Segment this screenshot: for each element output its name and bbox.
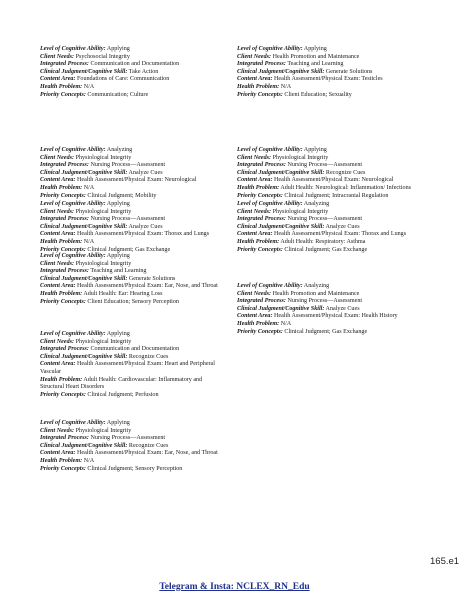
metadata-value: Psychosocial Integrity (75, 53, 130, 60)
metadata-label: Client Needs: (40, 260, 75, 267)
metadata-label: Content Area: (40, 283, 76, 290)
metadata-line (237, 313, 435, 321)
metadata-value: Nursing Process—Assessment (287, 298, 363, 305)
metadata-line (40, 435, 225, 443)
metadata-value: Applying (303, 46, 327, 52)
metadata-line (40, 268, 225, 276)
metadata-value: Nursing Process—Assessment (287, 216, 363, 223)
metadata-value: Health Assessment/Physical Exam: Ear, Nose, and Throat (77, 450, 218, 457)
metadata-line (40, 155, 225, 163)
metadata-line (40, 420, 225, 428)
metadata-line (40, 428, 225, 436)
metadata-line (237, 54, 435, 62)
metadata-label: Health Problem: (237, 83, 280, 90)
metadata-label: Client Needs: (40, 427, 75, 434)
metadata-line (237, 69, 435, 77)
metadata-label: Health Problem: (40, 376, 83, 383)
metadata-value: Health Assessment/Physical Exam: Heart and Peripheral Vascular (40, 361, 215, 375)
metadata-label: Clinical Judgment/Cognitive Skill: (40, 442, 128, 449)
metadata-line (40, 261, 225, 269)
metadata-label: Content Area: (40, 177, 76, 184)
metadata-label: Priority Concepts: (237, 91, 283, 98)
metadata-value: Adult Health: Neurological: Inflammation/ Infections (280, 184, 411, 191)
metadata-value: Communication and Documentation (90, 346, 180, 353)
metadata-value: Adult Health: Respiratory: Asthma (280, 238, 366, 245)
metadata-label: Priority Concepts: (237, 246, 283, 253)
metadata-label: Content Area: (237, 231, 273, 238)
metadata-value: N/A (83, 457, 95, 464)
metadata-block (40, 201, 225, 254)
metadata-line (40, 458, 225, 466)
metadata-line (40, 162, 225, 170)
metadata-line (40, 54, 225, 62)
metadata-line (237, 185, 435, 193)
metadata-value: Health Assessment/Physical Exam: Ear, Nose, and Throat (77, 283, 218, 290)
metadata-label: Clinical Judgment/Cognitive Skill: (237, 223, 325, 230)
metadata-block (237, 201, 435, 254)
metadata-value: Generate Solutions (325, 68, 373, 75)
metadata-value: Health Promotion and Maintenance (272, 53, 360, 60)
metadata-line (237, 147, 435, 155)
metadata-line (40, 361, 225, 376)
metadata-value: Recognize Cues (128, 442, 169, 449)
metadata-value: Health Promotion and Maintenance (272, 290, 360, 297)
metadata-label: Priority Concepts: (40, 91, 86, 98)
metadata-block (237, 283, 435, 336)
metadata-value: Applying (106, 201, 130, 207)
metadata-line (237, 193, 435, 201)
metadata-value: Take Action (128, 68, 159, 75)
metadata-value: Communication; Culture (87, 91, 149, 98)
metadata-line (40, 147, 225, 155)
metadata-block (40, 46, 225, 99)
metadata-value: Physiological Integrity (272, 208, 329, 215)
metadata-label: Client Needs: (40, 208, 75, 215)
metadata-line (237, 201, 435, 209)
metadata-line (40, 466, 225, 474)
metadata-value: Applying (106, 420, 130, 426)
metadata-line (40, 209, 225, 217)
metadata-value: Physiological Integrity (75, 208, 132, 215)
metadata-value: Clinical Judgment; Perfusion (87, 391, 159, 398)
metadata-line (40, 76, 225, 84)
metadata-value: Health Assessment/Physical Exam: Testicles (274, 76, 383, 83)
metadata-label: Integrated Process: (40, 435, 89, 442)
metadata-line (40, 224, 225, 232)
metadata-value: Foundations of Care: Communication (77, 76, 170, 83)
metadata-label: Level of Cognitive Ability: (40, 253, 106, 259)
metadata-line (237, 247, 435, 255)
metadata-label: Integrated Process: (40, 162, 89, 169)
metadata-label: Health Problem: (40, 238, 83, 245)
metadata-label: Clinical Judgment/Cognitive Skill: (40, 68, 128, 75)
metadata-value: Teaching and Learning (287, 61, 344, 68)
metadata-label: Level of Cognitive Ability: (40, 147, 106, 153)
metadata-label: Health Problem: (237, 320, 280, 327)
metadata-block (40, 147, 225, 200)
metadata-label: Priority Concepts: (40, 391, 86, 398)
metadata-value: Analyze Cues (128, 223, 163, 230)
metadata-line (40, 443, 225, 451)
metadata-label: Priority Concepts: (40, 298, 86, 305)
metadata-label: Clinical Judgment/Cognitive Skill: (237, 169, 325, 176)
metadata-label: Priority Concepts: (40, 465, 86, 472)
metadata-value: Analyzing (106, 147, 133, 153)
metadata-value: Adult Health: Ear: Hearing Loss (83, 290, 163, 297)
metadata-label: Client Needs: (40, 338, 75, 345)
metadata-value: Clinical Judgment; Sensory Perception (87, 465, 183, 472)
metadata-label: Clinical Judgment/Cognitive Skill: (40, 223, 128, 230)
metadata-label: Integrated Process: (237, 61, 286, 68)
metadata-line (40, 392, 225, 400)
metadata-label: Integrated Process: (40, 268, 89, 275)
metadata-value: Analyze Cues (325, 223, 360, 230)
metadata-value: Nursing Process—Assessment (90, 216, 166, 223)
metadata-label: Content Area: (237, 76, 273, 83)
footer-link[interactable]: Telegram & Insta: NCLEX_RN_Edu (159, 582, 310, 592)
metadata-label: Level of Cognitive Ability: (237, 283, 303, 289)
metadata-label: Health Problem: (40, 83, 83, 90)
metadata-value: Health Assessment/Physical Exam: Thorax and Lungs (77, 231, 210, 238)
metadata-value: Adult Health: Cardiovascular: Inflammatory and Structural Heart Disorders (40, 376, 203, 391)
metadata-value: Clinical Judgment; Gas Exchange (87, 246, 171, 253)
metadata-label: Client Needs: (237, 154, 272, 161)
metadata-line (40, 339, 225, 347)
metadata-label: Client Needs: (237, 290, 272, 297)
metadata-line (237, 170, 435, 178)
metadata-label: Content Area: (40, 231, 76, 238)
metadata-label: Clinical Judgment/Cognitive Skill: (40, 353, 128, 360)
metadata-line (237, 84, 435, 92)
metadata-label: Level of Cognitive Ability: (237, 147, 303, 153)
metadata-value: Analyze Cues (128, 169, 163, 176)
metadata-label: Level of Cognitive Ability: (237, 201, 303, 207)
metadata-line (40, 185, 225, 193)
metadata-block (40, 420, 225, 473)
metadata-line (237, 291, 435, 299)
metadata-line (40, 331, 225, 339)
metadata-label: Clinical Judgment/Cognitive Skill: (237, 305, 325, 312)
metadata-label: Level of Cognitive Ability: (237, 46, 303, 52)
metadata-line (40, 231, 225, 239)
metadata-value: N/A (280, 83, 292, 90)
metadata-label: Client Needs: (40, 154, 75, 161)
metadata-value: N/A (83, 184, 95, 191)
metadata-value: Clinical Judgment; Mobility (87, 192, 157, 199)
metadata-value: N/A (83, 83, 95, 90)
metadata-line (40, 354, 225, 362)
metadata-value: Clinical Judgment; Intracranial Regulation (284, 192, 389, 199)
metadata-line (40, 239, 225, 247)
metadata-line (40, 283, 225, 291)
metadata-label: Health Problem: (237, 184, 280, 191)
metadata-value: Health Assessment/Physical Exam: Neurological (274, 177, 394, 184)
metadata-line (237, 306, 435, 314)
metadata-line (40, 346, 225, 354)
metadata-line (40, 177, 225, 185)
metadata-label: Content Area: (237, 313, 273, 320)
metadata-line (237, 231, 435, 239)
metadata-label: Priority Concepts: (40, 246, 86, 253)
metadata-value: Physiological Integrity (75, 260, 132, 267)
metadata-line (237, 76, 435, 84)
metadata-value: Recognize Cues (325, 169, 366, 176)
metadata-line (237, 209, 435, 217)
metadata-label: Content Area: (237, 177, 273, 184)
metadata-value: Physiological Integrity (75, 427, 132, 434)
metadata-line (237, 216, 435, 224)
metadata-label: Integrated Process: (237, 298, 286, 305)
metadata-label: Client Needs: (40, 53, 75, 60)
metadata-line (40, 170, 225, 178)
metadata-line (40, 291, 225, 299)
metadata-line (40, 92, 225, 100)
metadata-value: Physiological Integrity (75, 154, 132, 161)
metadata-value: Generate Solutions (128, 275, 176, 282)
metadata-line (40, 201, 225, 209)
metadata-value: Applying (106, 253, 130, 259)
metadata-label: Client Needs: (237, 208, 272, 215)
metadata-block (237, 147, 435, 200)
metadata-label: Level of Cognitive Ability: (40, 420, 106, 426)
metadata-line (237, 321, 435, 329)
metadata-line (40, 253, 225, 261)
metadata-label: Integrated Process: (40, 61, 89, 68)
metadata-line (40, 377, 225, 392)
metadata-label: Integrated Process: (237, 216, 286, 223)
metadata-label: Clinical Judgment/Cognitive Skill: (40, 169, 128, 176)
metadata-value: N/A (280, 320, 292, 327)
metadata-block (40, 331, 225, 399)
metadata-value: Analyze Cues (325, 305, 360, 312)
metadata-value: Analyzing (303, 201, 330, 207)
metadata-value: Applying (106, 46, 130, 52)
metadata-value: Analyzing (303, 283, 330, 289)
metadata-label: Level of Cognitive Ability: (40, 331, 106, 337)
metadata-value: N/A (83, 238, 95, 245)
metadata-value: Physiological Integrity (272, 154, 329, 161)
metadata-line (40, 299, 225, 307)
metadata-line (237, 177, 435, 185)
metadata-value: Nursing Process—Assessment (287, 162, 363, 169)
metadata-label: Content Area: (40, 76, 76, 83)
metadata-label: Health Problem: (40, 290, 83, 297)
metadata-label: Priority Concepts: (237, 328, 283, 335)
metadata-value: Nursing Process—Assessment (90, 435, 166, 442)
metadata-line (237, 92, 435, 100)
metadata-value: Applying (106, 331, 130, 337)
metadata-line (237, 298, 435, 306)
metadata-line (237, 224, 435, 232)
metadata-value: Health Assessment/Physical Exam: Neurological (77, 177, 197, 184)
metadata-label: Integrated Process: (237, 162, 286, 169)
metadata-value: Health Assessment/Physical Exam: Thorax and Lungs (274, 231, 407, 238)
metadata-value: Client Education; Sensory Perception (87, 298, 179, 305)
metadata-line (237, 329, 435, 337)
metadata-line (237, 46, 435, 54)
metadata-line (40, 193, 225, 201)
metadata-value: Applying (303, 147, 327, 153)
metadata-value: Teaching and Learning (90, 268, 147, 275)
metadata-value: Physiological Integrity (75, 338, 132, 345)
metadata-line (40, 61, 225, 69)
metadata-line (40, 46, 225, 54)
metadata-line (237, 155, 435, 163)
metadata-value: Client Education; Sexuality (284, 91, 352, 98)
page-number: 165.e1 (430, 556, 460, 567)
metadata-label: Health Problem: (237, 238, 280, 245)
metadata-line (237, 162, 435, 170)
metadata-label: Clinical Judgment/Cognitive Skill: (40, 275, 128, 282)
metadata-label: Clinical Judgment/Cognitive Skill: (237, 68, 325, 75)
metadata-block (40, 253, 225, 306)
metadata-label: Integrated Process: (40, 216, 89, 223)
metadata-line (40, 216, 225, 224)
metadata-value: Recognize Cues (128, 353, 169, 360)
metadata-label: Priority Concepts: (40, 192, 86, 199)
metadata-label: Level of Cognitive Ability: (40, 46, 106, 52)
metadata-label: Integrated Process: (40, 346, 89, 353)
metadata-label: Level of Cognitive Ability: (40, 201, 106, 207)
metadata-line (40, 450, 225, 458)
metadata-label: Content Area: (40, 450, 76, 457)
metadata-value: Communication and Documentation (90, 61, 180, 68)
metadata-value: Clinical Judgment; Gas Exchange (284, 246, 368, 253)
metadata-block (237, 46, 435, 99)
metadata-line (237, 61, 435, 69)
metadata-value: Nursing Process—Assessment (90, 162, 166, 169)
metadata-line (40, 276, 225, 284)
metadata-label: Client Needs: (237, 53, 272, 60)
metadata-line (40, 84, 225, 92)
metadata-label: Content Area: (40, 361, 76, 368)
metadata-line (237, 283, 435, 291)
metadata-label: Health Problem: (40, 457, 83, 464)
metadata-label: Health Problem: (40, 184, 83, 191)
metadata-value: Health Assessment/Physical Exam: Health History (274, 313, 398, 320)
metadata-value: Clinical Judgment; Gas Exchange (284, 328, 368, 335)
metadata-line (237, 239, 435, 247)
metadata-label: Priority Concepts: (237, 192, 283, 199)
